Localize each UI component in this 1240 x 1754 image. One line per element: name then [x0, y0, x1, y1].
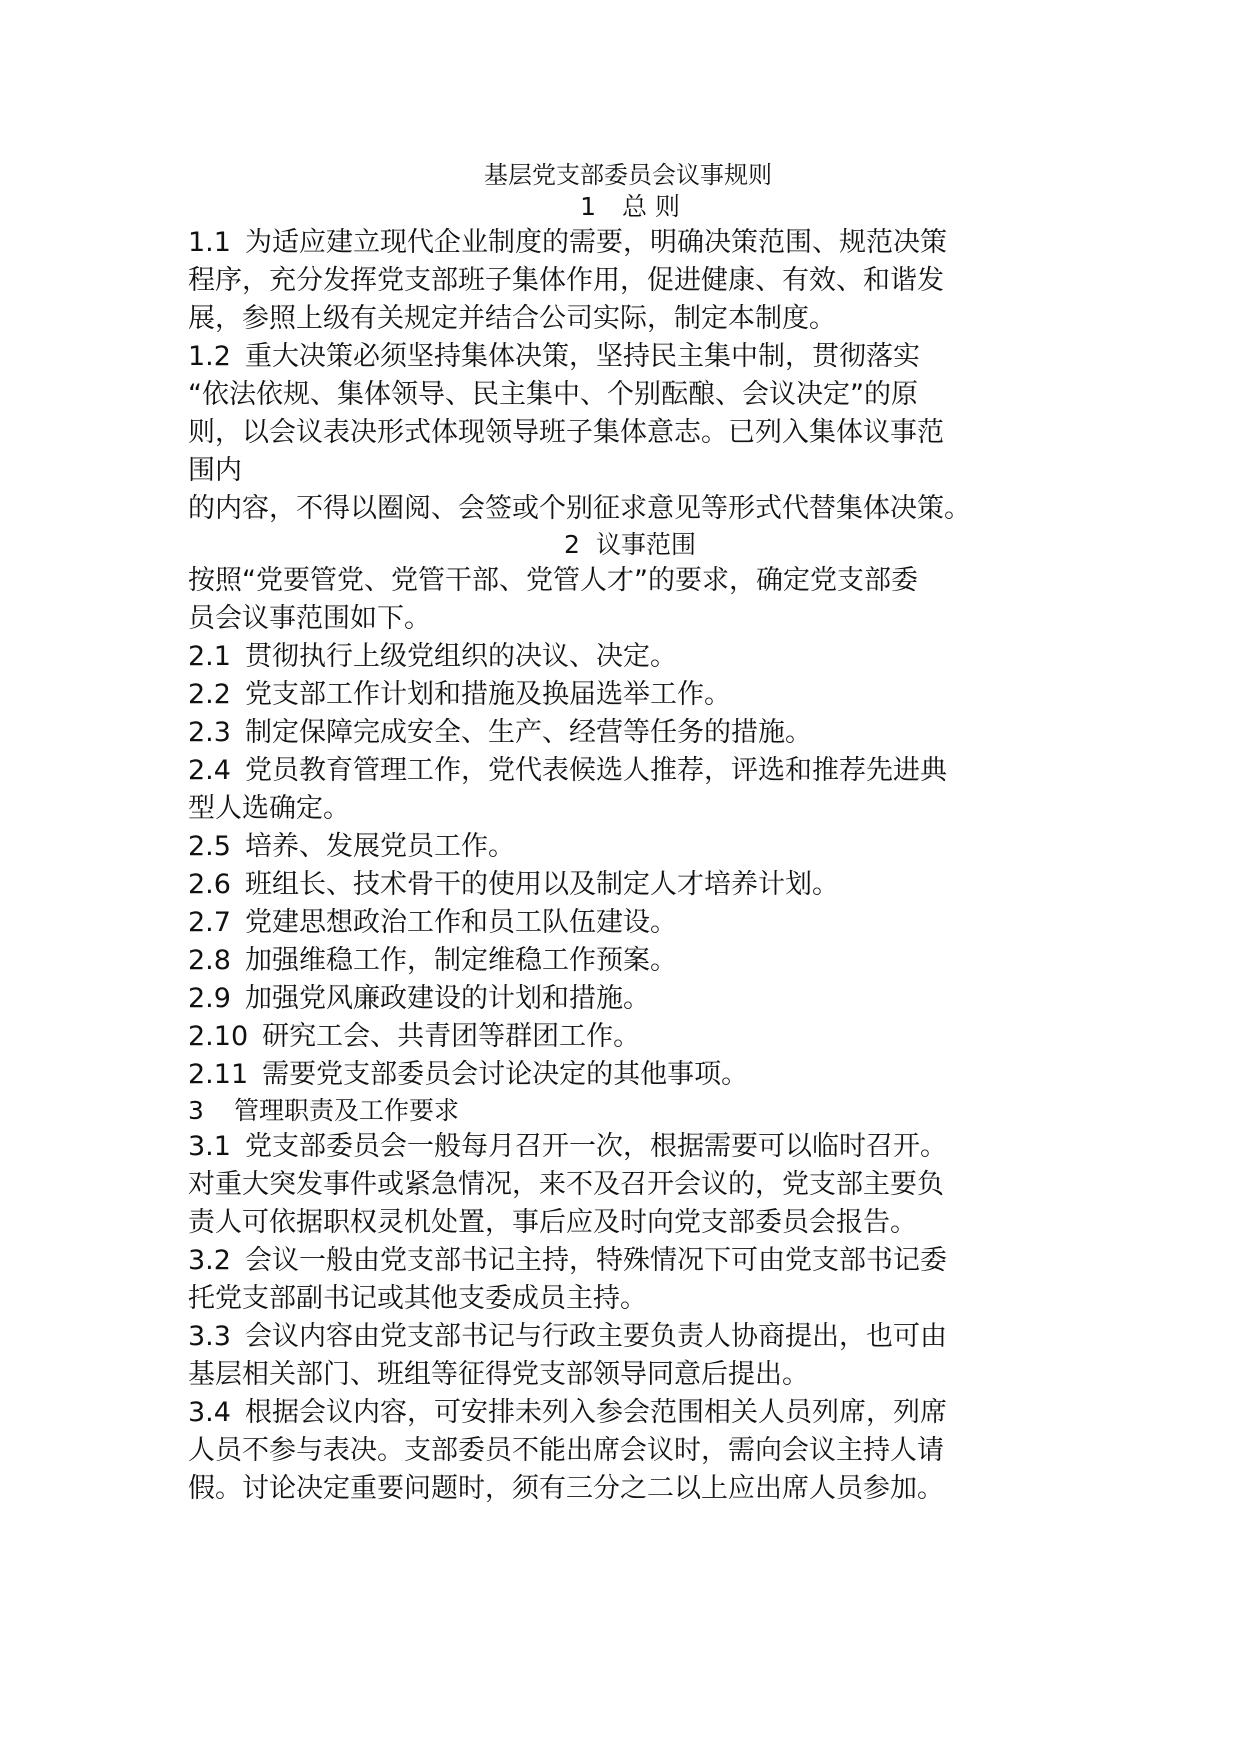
document-title: 基层党支部委员会议事规则	[484, 161, 772, 189]
item-number: 2.6	[188, 869, 231, 900]
paragraph-1-1	[188, 224, 1068, 338]
item-text: 研究工会、共青团等群团工作。	[262, 1021, 641, 1052]
item-text: 会议一般由党支部书记主持，特殊情况下可由党支部书记委	[244, 1245, 947, 1276]
item-number: 3.3	[188, 1321, 231, 1352]
item-text: 加强维稳工作，制定维稳工作预案。	[244, 945, 677, 976]
document-body	[188, 160, 1068, 1508]
section-heading-1	[188, 190, 1068, 224]
item-text: 根据会议内容，可安排未列入参会范围相关人员列席，列席	[244, 1397, 947, 1428]
item-text: 党支部委员会一般每月召开一次，根据需要可以临时召开。	[244, 1131, 947, 1162]
list-item	[188, 942, 1068, 980]
paragraph-line: “依法依规、集体领导、民主集中、个别酝酿、会议决定”的原	[188, 379, 918, 410]
item-number: 3.1	[188, 1131, 231, 1162]
item-text: 党员教育管理工作，党代表候选人推荐，评选和推荐先进典	[244, 755, 947, 786]
paragraph-line: 员会议事范围如下。	[188, 603, 431, 634]
item-number: 2.4	[188, 755, 231, 786]
paragraph-line: 展，参照上级有关规定并结合公司实际，制定本制度。	[188, 303, 836, 334]
paragraph-number: 1.1	[188, 227, 231, 258]
paragraph-line: 按照“党要管党、党管干部、党管人才”的要求，确定党支部委	[188, 565, 918, 596]
item-text: 制定保障完成安全、生产、经营等任务的措施。	[244, 717, 812, 748]
list-item	[188, 1318, 1068, 1394]
section-number: 1	[580, 192, 596, 221]
paragraph-line: 1.2 重大决策必须坚持集体决策，坚持民主集中制，贯彻落实	[188, 341, 920, 372]
paragraph-line: 则，以会议表决形式体现领导班子集体意志。已列入集体议事范	[188, 417, 944, 448]
paragraph-line: 1.1 为适应建立现代企业制度的需要，明确决策范围、规范决策	[188, 227, 947, 258]
item-text: 托党支部副书记或其他支委成员主持。	[188, 1283, 647, 1314]
paragraph-number: 1.2	[188, 341, 231, 372]
item-text: 假。讨论决定重要问题时，须有三分之二以上应出席人员参加。	[188, 1473, 944, 1504]
paragraph-line: 的内容，不得以圈阅、会签或个别征求意见等形式代替集体决策。	[188, 493, 971, 524]
item-text: 对重大突发事件或紧急情况，来不及召开会议的，党支部主要负	[188, 1169, 944, 1200]
item-number: 2.11	[188, 1059, 249, 1090]
item-number: 2.9	[188, 983, 231, 1014]
list-item	[188, 752, 1068, 828]
item-text: 需要党支部委员会讨论决定的其他事项。	[262, 1059, 749, 1090]
item-number: 2.3	[188, 717, 231, 748]
section-title: 议事范围	[595, 530, 696, 559]
list-item	[188, 638, 1068, 676]
item-text: 班组长、技术骨干的使用以及制定人才培养计划。	[244, 869, 839, 900]
item-number: 2.1	[188, 641, 231, 672]
item-text: 会议内容由党支部书记与行政主要负责人协商提出，也可由	[244, 1321, 947, 1352]
list-item	[188, 1242, 1068, 1318]
item-text: 责人可依据职权灵机处置，事后应及时向党支部委员会报告。	[188, 1207, 917, 1238]
item-number: 2.8	[188, 945, 231, 976]
item-text: 基层相关部门、班组等征得党支部领导同意后提出。	[188, 1359, 809, 1390]
list-item	[188, 714, 1068, 752]
item-text: 党支部工作计划和措施及换届选举工作。	[244, 679, 731, 710]
section-number: 3	[188, 1096, 204, 1125]
item-number: 3.2	[188, 1245, 231, 1276]
item-text: 贯彻执行上级党组织的决议、决定。	[244, 641, 677, 672]
paragraph-line: 围内	[188, 455, 242, 486]
item-number: 2.10	[188, 1021, 249, 1052]
list-item	[188, 866, 1068, 904]
item-number: 2.5	[188, 831, 231, 862]
list-item	[188, 1394, 1068, 1508]
item-text: 人员不参与表决。支部委员不能出席会议时，需向会议主持人请	[188, 1435, 944, 1466]
section-intro	[188, 562, 1068, 638]
item-text: 加强党风廉政建设的计划和措施。	[244, 983, 650, 1014]
section-heading-2	[188, 528, 1068, 562]
item-text: 培养、发展党员工作。	[244, 831, 515, 862]
item-number: 2.7	[188, 907, 231, 938]
item-text: 型人选确定。	[188, 793, 350, 824]
item-text: 党建思想政治工作和员工队伍建设。	[244, 907, 677, 938]
paragraph-line: 程序，充分发挥党支部班子集体作用，促进健康、有效、和谐发	[188, 265, 944, 296]
list-item	[188, 676, 1068, 714]
list-item	[188, 1056, 1068, 1094]
section-title: 总 则	[622, 192, 680, 221]
section-number: 2	[564, 530, 580, 559]
list-item	[188, 828, 1068, 866]
list-item	[188, 1018, 1068, 1056]
list-item	[188, 904, 1068, 942]
section-heading-3	[188, 1094, 1068, 1128]
item-number: 3.4	[188, 1397, 231, 1428]
section-title: 管理职责及工作要求	[234, 1096, 460, 1125]
item-number: 2.2	[188, 679, 231, 710]
list-item	[188, 1128, 1068, 1242]
paragraph-1-2	[188, 338, 1068, 528]
list-item	[188, 980, 1068, 1018]
